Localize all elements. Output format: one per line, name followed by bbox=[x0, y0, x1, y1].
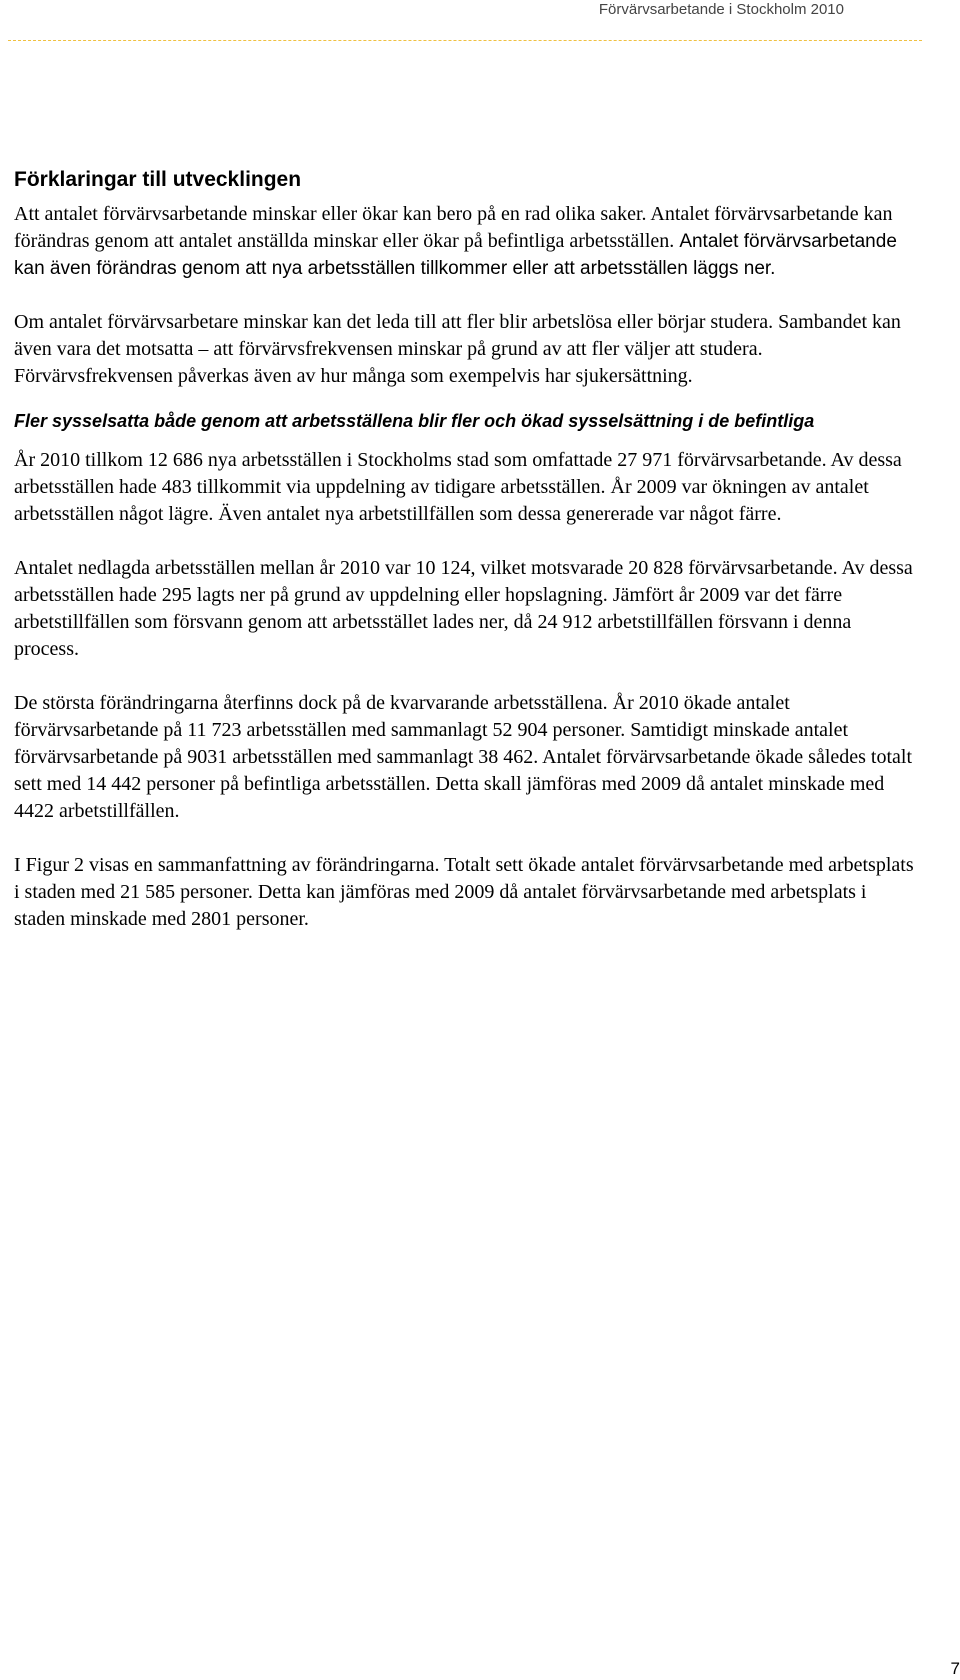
document-body bbox=[14, 166, 920, 933]
paragraph-unemployment: Om antalet förvärvsarbetare minskar kan det leda till att fler blir arbetslösa eller börjar studera. Sambandet kan även vara det motsatta – att förvärvsfrekvensen minskar på grund av att fler väljer att studera. Förvärvsfrekvensen påverkas även av hur många som exempelvis har sjukersättning. bbox=[14, 311, 901, 387]
paragraph-existing-workplaces: De största förändringarna återfinns dock på de kvarvarande arbetsställena. År 2010 ökade antalet förvärvsarbetande på 11 723 arbetsställen med sammanlagt 52 904 personer. Samtidigt minskade antalet förvärvsarbetande på 9031 arbetsställen med sammanlagt 38 462. Antalet förvärvsarbetande ökade således totalt sett med 14 442 personer på befintliga arbetsställen. Detta skall jämföras med 2009 då antalet minskade med 4422 arbetstillfällen. bbox=[14, 692, 913, 822]
paragraph-new-workplaces: År 2010 tillkom 12 686 nya arbetsställen i Stockholms stad som omfattade 27 971 förvärvsarbetande. Av dessa arbetsställen hade 483 tillkommit via uppdelning av tidigare arbetsställen. År 2009 var ökningen av antalet arbetsställen något lägre. Även antalet nya arbetstillfällen som dessa genererade var något färre. bbox=[14, 449, 902, 525]
paragraph-intro-sans: Antalet förvärvsarbetande kan även förändras genom att nya arbetsställen tillkommer eller att arbetsställen läggs ner. bbox=[14, 231, 897, 279]
paragraph-closed-workplaces: Antalet nedlagda arbetsställen mellan år 2010 var 10 124, vilket motsvarade 20 828 förvärvsarbetande. Av dessa arbetsställen hade 295 lagts ner på grund av uppdelning eller hopslagning. Jämfört år 2009 var det färre arbetstillfällen som försvann genom att arbetsstället lades ner, då 24 912 arbetstillfällen försvann i denna process. bbox=[14, 557, 913, 660]
section-heading-employment: Fler sysselsatta både genom att arbetsställena blir fler och ökad sysselsättning i de befintliga bbox=[14, 411, 815, 431]
page-number: 7 bbox=[950, 1659, 960, 1678]
header-divider bbox=[8, 40, 922, 41]
paragraph-intro bbox=[14, 201, 920, 282]
paragraph-summary: I Figur 2 visas en sammanfattning av förändringarna. Totalt sett ökade antalet förvärvsarbetande med arbetsplats i staden med 21 585 personer. Detta kan jämföras med 2009 då antalet förvärvsarbetande med arbetsplats i staden minskade med 2801 personer. bbox=[14, 854, 914, 930]
section-heading-explanations: Förklaringar till utvecklingen bbox=[14, 168, 302, 191]
paragraph-intro-serif: Att antalet förvärvsarbetande minskar eller ökar kan bero på en rad olika saker. Antalet förvärvsarbetande kan förändras genom att antalet anställda minskar eller ökar på befintliga arbetsställen. bbox=[14, 203, 893, 252]
running-header: Förvärvsarbetande i Stockholm 2010 bbox=[598, 1, 844, 18]
